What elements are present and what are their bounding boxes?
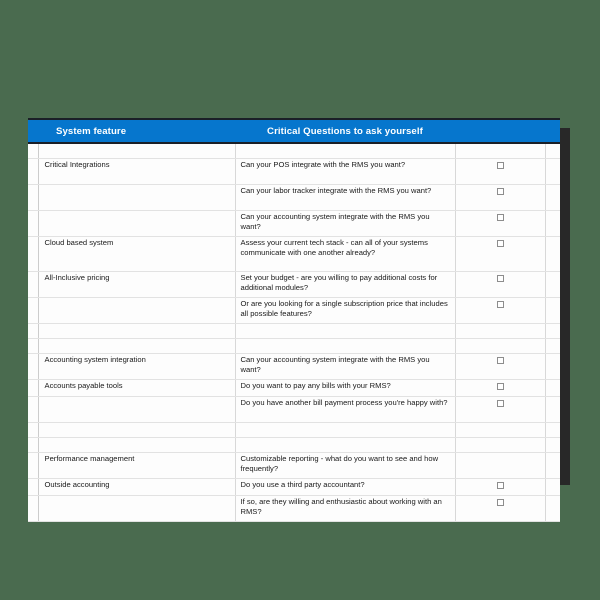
checkbox-unchecked-icon[interactable] bbox=[497, 301, 504, 308]
cell-system-feature[interactable] bbox=[38, 185, 235, 211]
cell-tail bbox=[545, 324, 560, 339]
row-gutter-cell bbox=[28, 272, 38, 298]
cell-critical-question[interactable]: Customizable reporting - what do you want to see and how frequently? bbox=[235, 453, 455, 479]
cell-critical-question[interactable]: If so, are they willing and enthusiastic about working with an RMS? bbox=[235, 496, 455, 522]
row-gutter-cell bbox=[28, 144, 38, 159]
table-row bbox=[28, 185, 560, 211]
table-row bbox=[28, 211, 560, 237]
row-gutter-cell bbox=[28, 380, 38, 397]
cell-tail bbox=[545, 159, 560, 185]
cell-tail bbox=[545, 144, 560, 159]
cell-tail bbox=[545, 496, 560, 522]
cell-tail bbox=[545, 339, 560, 354]
cell-tail bbox=[545, 479, 560, 496]
cell-critical-question[interactable]: Can your accounting system integrate with the RMS you want? bbox=[235, 354, 455, 380]
checkbox-unchecked-icon[interactable] bbox=[497, 357, 504, 364]
row-gutter-cell bbox=[28, 479, 38, 496]
table-row bbox=[28, 298, 560, 324]
cell-checkbox[interactable] bbox=[455, 272, 545, 298]
header-cell-gutter bbox=[28, 120, 38, 142]
row-gutter-cell bbox=[28, 438, 38, 453]
checkbox-unchecked-icon[interactable] bbox=[497, 162, 504, 169]
table-row bbox=[28, 496, 560, 522]
cell-critical-question[interactable] bbox=[235, 324, 455, 339]
row-gutter-cell bbox=[28, 185, 38, 211]
checkbox-unchecked-icon[interactable] bbox=[497, 240, 504, 247]
cell-checkbox[interactable] bbox=[455, 479, 545, 496]
cell-tail bbox=[545, 453, 560, 479]
checkbox-unchecked-icon[interactable] bbox=[497, 214, 504, 221]
table-row bbox=[28, 159, 560, 185]
header-cell-critical-questions: Critical Questions to ask yourself bbox=[235, 120, 455, 142]
cell-system-feature[interactable] bbox=[38, 496, 235, 522]
checkbox-unchecked-icon[interactable] bbox=[497, 400, 504, 407]
cell-critical-question[interactable]: Do you want to pay any bills with your RMS? bbox=[235, 380, 455, 397]
header-row bbox=[28, 120, 560, 142]
cell-system-feature[interactable]: Outside accounting bbox=[38, 479, 235, 496]
cell-system-feature[interactable] bbox=[38, 397, 235, 423]
header-cell-check bbox=[455, 120, 545, 142]
cell-system-feature[interactable] bbox=[38, 423, 235, 438]
checkbox-unchecked-icon[interactable] bbox=[497, 383, 504, 390]
table-row bbox=[28, 339, 560, 354]
cell-critical-question[interactable] bbox=[235, 339, 455, 354]
cell-system-feature[interactable] bbox=[38, 144, 235, 159]
cell-critical-question[interactable] bbox=[235, 144, 455, 159]
cell-system-feature[interactable] bbox=[38, 324, 235, 339]
cell-system-feature[interactable]: Accounts payable tools bbox=[38, 380, 235, 397]
cell-checkbox[interactable] bbox=[455, 423, 545, 438]
table-row bbox=[28, 380, 560, 397]
checkbox-unchecked-icon[interactable] bbox=[497, 188, 504, 195]
cell-tail bbox=[545, 354, 560, 380]
table-row bbox=[28, 237, 560, 272]
table-row bbox=[28, 397, 560, 423]
checkbox-unchecked-icon[interactable] bbox=[497, 482, 504, 489]
cell-checkbox[interactable] bbox=[455, 211, 545, 237]
header-cell-system-feature: System feature bbox=[38, 120, 235, 142]
cell-critical-question[interactable]: Set your budget - are you willing to pay additional costs for additional modules? bbox=[235, 272, 455, 298]
cell-checkbox[interactable] bbox=[455, 453, 545, 479]
table-row bbox=[28, 324, 560, 339]
row-gutter-cell bbox=[28, 496, 38, 522]
row-gutter-cell bbox=[28, 159, 38, 185]
cell-critical-question[interactable]: Do you use a third party accountant? bbox=[235, 479, 455, 496]
cell-tail bbox=[545, 185, 560, 211]
cell-system-feature[interactable]: Accounting system integration bbox=[38, 354, 235, 380]
table-body bbox=[28, 144, 560, 522]
cell-checkbox[interactable] bbox=[455, 159, 545, 185]
table-row bbox=[28, 272, 560, 298]
table-row bbox=[28, 438, 560, 453]
row-gutter-cell bbox=[28, 324, 38, 339]
cell-checkbox[interactable] bbox=[455, 185, 545, 211]
cell-tail bbox=[545, 397, 560, 423]
cell-system-feature[interactable]: Performance management bbox=[38, 453, 235, 479]
row-gutter-cell bbox=[28, 397, 38, 423]
cell-checkbox[interactable] bbox=[455, 380, 545, 397]
cell-critical-question[interactable]: Assess your current tech stack - can all of your systems communicate with one another already? bbox=[235, 237, 455, 272]
checkbox-unchecked-icon[interactable] bbox=[497, 275, 504, 282]
table-row bbox=[28, 423, 560, 438]
cell-critical-question[interactable] bbox=[235, 423, 455, 438]
cell-tail bbox=[545, 438, 560, 453]
cell-system-feature[interactable] bbox=[38, 211, 235, 237]
cell-critical-question[interactable] bbox=[235, 438, 455, 453]
row-gutter-cell bbox=[28, 339, 38, 354]
cell-critical-question[interactable]: Do you have another bill payment process you're happy with? bbox=[235, 397, 455, 423]
cell-tail bbox=[545, 272, 560, 298]
cell-checkbox[interactable] bbox=[455, 324, 545, 339]
header-cell-tail bbox=[545, 120, 560, 142]
row-gutter-cell bbox=[28, 453, 38, 479]
cell-tail bbox=[545, 237, 560, 272]
row-gutter-cell bbox=[28, 211, 38, 237]
table-row bbox=[28, 354, 560, 380]
cell-system-feature[interactable] bbox=[38, 298, 235, 324]
cell-critical-question[interactable]: Can your accounting system integrate with the RMS you want? bbox=[235, 211, 455, 237]
row-gutter-cell bbox=[28, 298, 38, 324]
cell-system-feature[interactable]: Critical Integrations bbox=[38, 159, 235, 185]
cell-checkbox[interactable] bbox=[455, 397, 545, 423]
row-gutter-cell bbox=[28, 354, 38, 380]
cell-system-feature[interactable]: Cloud based system bbox=[38, 237, 235, 272]
cell-tail bbox=[545, 211, 560, 237]
cell-checkbox[interactable] bbox=[455, 339, 545, 354]
spreadsheet-sheet bbox=[28, 118, 560, 516]
cell-system-feature[interactable]: All-Inclusive pricing bbox=[38, 272, 235, 298]
cell-checkbox[interactable] bbox=[455, 354, 545, 380]
cell-checkbox[interactable] bbox=[455, 237, 545, 272]
cell-checkbox[interactable] bbox=[455, 496, 545, 522]
cell-critical-question[interactable]: Can your labor tracker integrate with the RMS you want? bbox=[235, 185, 455, 211]
cell-system-feature[interactable] bbox=[38, 339, 235, 354]
cell-checkbox[interactable] bbox=[455, 144, 545, 159]
cell-tail bbox=[545, 298, 560, 324]
cell-tail bbox=[545, 380, 560, 397]
row-gutter-cell bbox=[28, 237, 38, 272]
cell-tail bbox=[545, 423, 560, 438]
cell-checkbox[interactable] bbox=[455, 298, 545, 324]
checkbox-unchecked-icon[interactable] bbox=[497, 499, 504, 506]
cell-checkbox[interactable] bbox=[455, 438, 545, 453]
checklist-table bbox=[28, 120, 560, 522]
table-row bbox=[28, 479, 560, 496]
row-gutter-cell bbox=[28, 423, 38, 438]
table-row bbox=[28, 453, 560, 479]
table-header bbox=[28, 120, 560, 144]
table-row bbox=[28, 144, 560, 159]
cell-system-feature[interactable] bbox=[38, 438, 235, 453]
cell-critical-question[interactable]: Or are you looking for a single subscription price that includes all possible features? bbox=[235, 298, 455, 324]
cell-critical-question[interactable]: Can your POS integrate with the RMS you want? bbox=[235, 159, 455, 185]
